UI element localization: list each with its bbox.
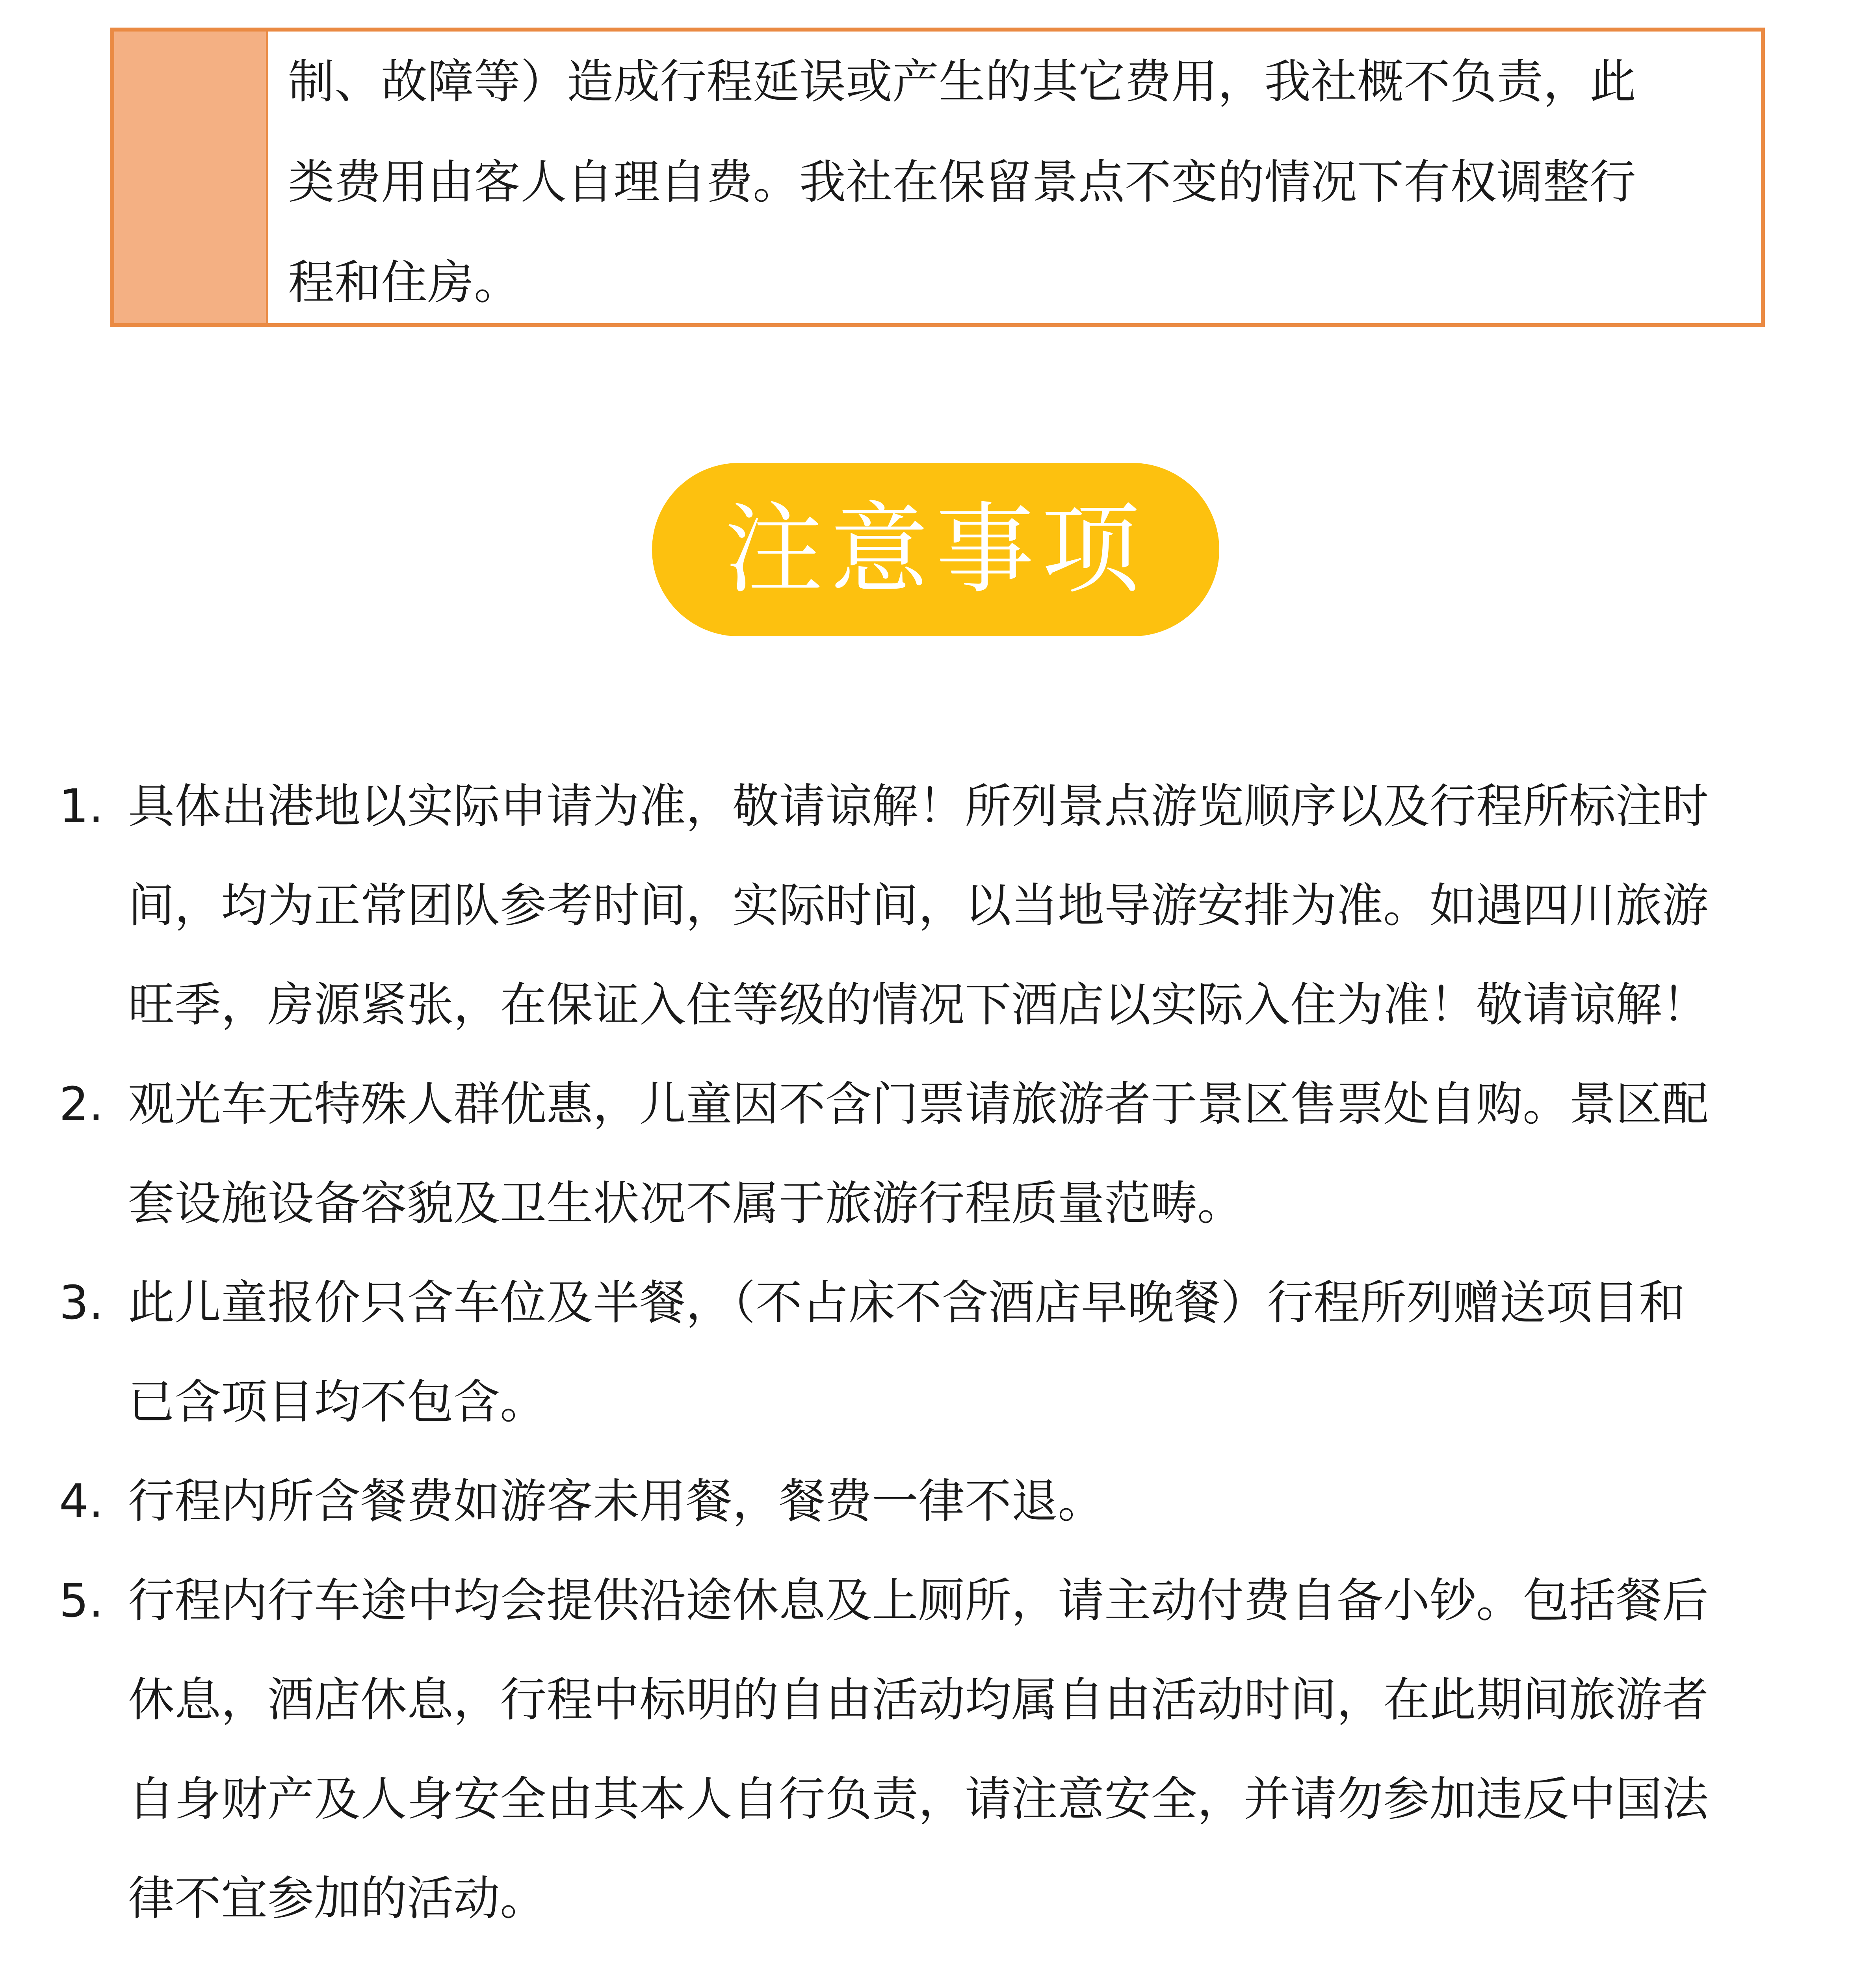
notice-line: 间，均为正常团队参考时间，实际时间，以当地导游安排为准。如遇四川旅游 <box>128 878 1709 933</box>
notice-line: 具体出港地以实际申请为准，敬请谅解！所列景点游览顺序以及行程所标注时 <box>128 779 1709 833</box>
notice-number: 1. <box>59 779 104 833</box>
terms-line: 类费用由客人自理自费。我社在保留景点不变的情况下有权调整行 <box>288 155 1636 209</box>
notice-item-1 <box>59 756 1832 1054</box>
notice-number <box>59 1948 104 1970</box>
notice-list <box>59 756 1832 1970</box>
notice-item-4 <box>59 1451 1832 1551</box>
notice-line: 套设施设备容貌及卫生状况不属于旅游行程质量范畴。 <box>128 1176 1244 1230</box>
notice-line: 自身财产及人身安全由其本人自行负责，请注意安全，并请勿参加违反中国法 <box>128 1772 1709 1826</box>
box-side-accent <box>114 32 268 323</box>
terms-line: 程和住房。 <box>288 255 521 310</box>
section-title-badge <box>652 463 1219 636</box>
notice-number: 3. <box>59 1275 104 1330</box>
notice-line: 律不宜参加的活动。 <box>128 1871 547 1925</box>
notice-line: 已含项目均不包含。 <box>128 1375 547 1429</box>
notice-line: 旺季，房源紧张，在保证入住等级的情况下酒店以实际入住为准！敬请谅解！ <box>128 978 1709 1032</box>
notice-item-5 <box>59 1551 1832 1948</box>
notice-number: 5. <box>59 1573 104 1628</box>
terms-line: 制、故障等）造成行程延误或产生的其它费用，我社概不负责，此 <box>288 54 1636 109</box>
notice-item-6 <box>59 1948 1832 1970</box>
notice-line: 观光车无特殊人群优惠，儿童因不含门票请旅游者于景区售票处自购。景区配 <box>128 1077 1709 1131</box>
notice-line: 休息，酒店休息，行程中标明的自由活动均属自由活动时间，在此期间旅游者 <box>128 1673 1709 1727</box>
terms-continuation-box <box>110 28 1765 327</box>
notice-item-3 <box>59 1253 1832 1451</box>
notice-item-2 <box>59 1054 1832 1253</box>
section-title: 注意事项 <box>724 492 1147 607</box>
notice-line: 此儿童报价只含车位及半餐，（不占床不含酒店早晚餐）行程所列赠送项目和 <box>128 1275 1686 1330</box>
notice-line: 行程内行车途中均会提供沿途休息及上厕所，请主动付费自备小钞。包括餐后 <box>128 1573 1709 1628</box>
terms-continuation-text <box>268 32 1761 323</box>
notice-line: 行程内所含餐费如游客未用餐，餐费一律不退。 <box>128 1474 1105 1528</box>
notice-number: 2. <box>59 1077 104 1131</box>
notice-line <box>128 1948 1832 1970</box>
notice-number: 4. <box>59 1474 104 1528</box>
